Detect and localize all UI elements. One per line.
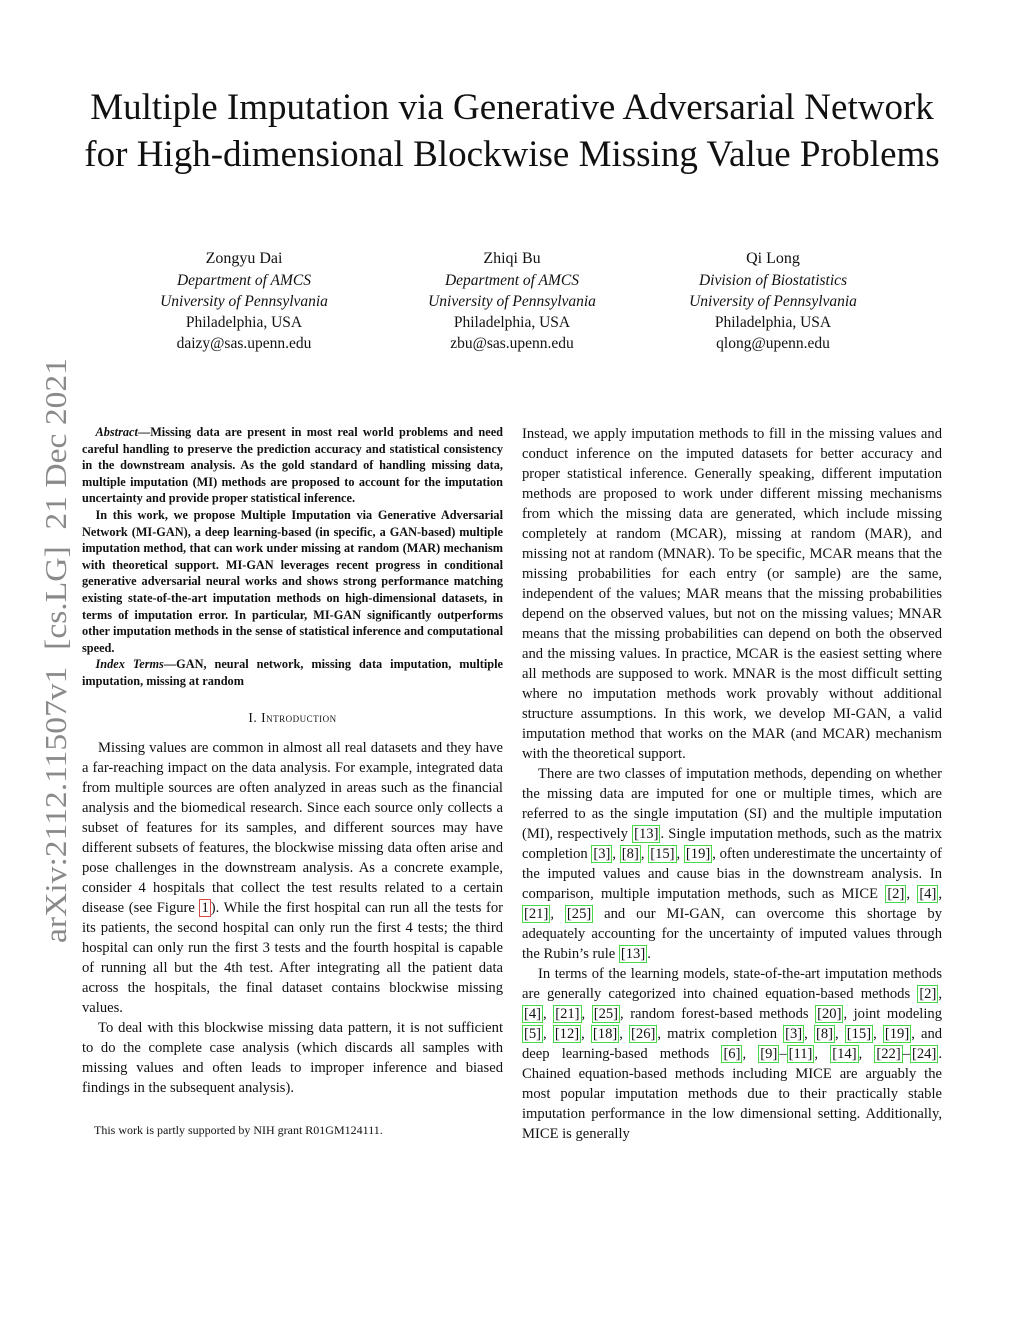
- intro-paragraph-1: [82, 738, 503, 1018]
- intro-paragraph-2: To deal with this blockwise missing data pattern, it is not sufficient to do the complete case analysis (which discards all samples with missing values and often leads to improper inference and biased findings in the subsequent analysis).: [82, 1019, 503, 1096]
- right-paragraph-1: Instead, we apply imputation methods to fill in the missing values and conduct inference on the imputed datasets for better accuracy and proper statistical inference. Generally speaking, different imputation methods are proposed to work under different missing mechanisms from which the missing data are generated, which include missing completely at random (MCAR), missing at random (MAR), and missing not at random (MNAR). To be specific, MCAR means that the missing probabilities for each entry (or sample) are the same, independent of the values; MAR means that the missing probabilities depend on the observed values, but not on the missing values; MNAR means that the missing probabilities can depend on both the observed and the missing values. In practice, MCAR is the easiest setting where all methods are supposed to work. MNAR is the most difficult setting where no imputation methods work provably without additional structure assumptions. In this work, we develop MI-GAN, a valid imputation method that works on the MAR (and MCAR) mechanism with the theoretical support.: [522, 426, 942, 762]
- index-terms-label: Index Terms: [95, 657, 164, 672]
- citation-link[interactable]: [11]: [788, 1046, 813, 1062]
- p2-text-2: . Single imputation methods, such as the matrix completion: [522, 826, 942, 862]
- citation-link[interactable]: [3]: [593, 846, 611, 862]
- citation-link[interactable]: [25]: [566, 906, 592, 922]
- abstract-p2: In this work, we propose Multiple Imputation via Generative Adversarial Network (MI-GAN), a deep learning-based (in specific, a GAN-based) multiple imputation method, that can work under missing at random (MAR) mechanism with theoretical support. MI-GAN leverages recent progress in conditional generative adversarial neural works and shows strong performance matching existing state-of-the-art imputation methods on high-dimensional datasets, in terms of imputation error. In particular, MI-GAN significantly outperforms other imputation methods in the sense of statistical inference and computational speed.: [82, 507, 503, 655]
- citation-link[interactable]: [5]: [524, 1026, 542, 1042]
- citation-link[interactable]: [9]: [760, 1046, 778, 1062]
- citation-link[interactable]: [24]: [912, 1046, 937, 1062]
- arxiv-stamp-text: arXiv:2112.11507v1 [cs.LG] 21 Dec 2021: [38, 402, 73, 943]
- footnote: This work is partly supported by NIH grant R01GM124111.: [94, 1122, 383, 1137]
- abstract-label: Abstract: [95, 425, 138, 439]
- citation-link[interactable]: [18]: [592, 1026, 618, 1042]
- author-2: [382, 248, 642, 354]
- intro-text-b: ). While the first hospital can run all the tests for its patients, the second hospital can only run the first 4 tests; the third hospital can only run the first 3 tests and the fourth hospital is capable of running all but the 4th test. After integrating all the patient data across the hospitals, the final dataset contains blockwise missing values.: [82, 899, 503, 1016]
- author-email: daizy@sas.upenn.edu: [176, 335, 312, 352]
- index-terms-text: —GAN, neural network, missing data imputation, multiple imputation, missing at random: [82, 657, 503, 688]
- p2-text-1: There are two classes of imputation methods, depending on whether the missing data are imputed for one or multiple times, which are referred to as the single imputation (SI) and the multiple imputation (MI), respectively: [522, 766, 942, 842]
- citation-link[interactable]: [2]: [919, 986, 937, 1002]
- citation-link[interactable]: [21]: [555, 1006, 580, 1022]
- author-city: Philadelphia, USA: [453, 314, 571, 331]
- author-dept: Division of Biostatistics: [698, 272, 848, 289]
- author-name: Qi Long: [746, 250, 800, 267]
- abstract-text-1: —Missing data are present in most real world problems and need careful handling to preserve the prediction accuracy and statistical consistency in the downstream analysis. As the gold standard of handling missing data, multiple imputation (MI) methods are proposed to account for the imputation uncertainty and provide proper statistical inference.: [82, 425, 503, 506]
- abstract: [82, 424, 503, 690]
- citation-link[interactable]: [3]: [785, 1026, 803, 1042]
- author-univ: University of Pennsylvania: [689, 293, 857, 310]
- citation-link[interactable]: [22]: [876, 1046, 901, 1062]
- p2-text-4: and our MI-GAN, can overcome this shortage by adequately accounting for the uncertainty of imputed values through the Rubin’s rule: [522, 906, 943, 962]
- section-title: Introduction: [261, 709, 337, 725]
- citation-link[interactable]: [26]: [631, 1026, 656, 1042]
- author-email: zbu@sas.upenn.edu: [450, 335, 574, 352]
- citation-link[interactable]: [6]: [723, 1046, 741, 1062]
- author-city: Philadelphia, USA: [185, 314, 303, 331]
- left-column: [82, 424, 503, 1138]
- right-paragraph-2: There are two classes of imputation methods, depending on whether the missing data are imputed for one or multiple times, which are referred to as the single imputation (SI) and the multiple imputation (MI), respectively [13] . Single imputation methods, such as the matrix completion [3] , [8] , [15] , [19] , often underestimate the uncertainty of the imputed values and cause bias in the downstream analysis. In comparison, multiple imputation methods, such as MICE [2] , [4] , [21] , [25] and our MI-GAN, can overcome this shortage by adequately accounting for the uncertainty of imputed values through the Rubin’s rule [13] .: [522, 766, 943, 962]
- p3-text-2: , random forest-based methods: [620, 1006, 816, 1022]
- p3-text-6: . Chained equation-based methods including MICE are arguably the most popular imputation methods due to their practically stable imputation performance in the low dimensional setting. Additionally, MICE is generally: [522, 1046, 942, 1142]
- author-univ: University of Pennsylvania: [428, 293, 596, 310]
- right-column: [522, 424, 942, 1144]
- citation-link[interactable]: [13]: [634, 826, 659, 842]
- section-heading: [82, 708, 503, 728]
- author-name: Zongyu Dai: [205, 250, 283, 267]
- citation-link[interactable]: [25]: [593, 1006, 619, 1022]
- citation-link[interactable]: [2]: [887, 886, 905, 902]
- paper-title: Multiple Imputation via Generative Adversarial Network for High-dimensional Blockwise Missing Value Problems: [84, 87, 940, 175]
- citation-link[interactable]: [12]: [554, 1026, 580, 1042]
- author-dept: Department of AMCS: [444, 272, 580, 289]
- p2-text-5: .: [647, 946, 651, 962]
- citation-link[interactable]: [15]: [650, 846, 675, 862]
- p3-text-3: , joint modeling: [843, 1006, 943, 1022]
- author-univ: University of Pennsylvania: [160, 293, 328, 310]
- author-email: qlong@upenn.edu: [716, 335, 830, 352]
- citation-link[interactable]: [15]: [846, 1026, 872, 1042]
- citation-link[interactable]: [8]: [815, 1026, 833, 1042]
- p3-text-4: , matrix completion: [657, 1026, 784, 1042]
- citation-link[interactable]: [20]: [817, 1006, 842, 1022]
- citation-link[interactable]: [8]: [621, 846, 639, 862]
- citation-link[interactable]: [4]: [919, 886, 937, 902]
- right-paragraph-3: In terms of the learning models, state-of-the-art imputation methods are generally categorized into chained equation-based methods [2] , [4] , [21] , [25] , random forest-based methods [20] , joint modeling [5] , [12] , [18] , [26] , matrix completion [3] , [8] , [15] , [19] , and deep learning-based methods [6] , [9] – [11] , [14] , [22] – [24] . Chained equation-based methods including MICE are arguably the most popular imputation methods due to their practically stable imputation performance in the low dimensional setting. Additionally, MICE is generally: [522, 966, 943, 1142]
- p2-text-3: , often underestimate the uncertainty of the imputed values and cause bias in the downstream analysis. In comparison, multiple imputation methods, such as MICE: [522, 846, 942, 902]
- author-1: [114, 248, 374, 354]
- citation-link[interactable]: [19]: [884, 1026, 910, 1042]
- figure-ref-link[interactable]: 1: [201, 899, 209, 916]
- author-city: Philadelphia, USA: [714, 314, 832, 331]
- author-name: Zhiqi Bu: [483, 250, 541, 267]
- section-number: I.: [248, 709, 258, 725]
- intro-text-a: Missing values are common in almost all real datasets and they have a far-reaching impact on the data analysis. For example, integrated data from multiple sources are often analyzed in areas such as the financial analysis and the biomedical research. Since each source only collects a subset of features for its samples, and different sources may have different subsets of features, the blockwise missing data often arise and pose challenges in the downstream analysis. As a concrete example, consider 4 hospitals that collect the test results related to a certain disease (see Figure: [82, 739, 503, 916]
- p3-text-1: In terms of the learning models, state-of-the-art imputation methods are generally categorized into chained equation-based methods: [522, 966, 942, 1002]
- index-terms: [82, 656, 503, 689]
- citation-link[interactable]: [14]: [832, 1046, 857, 1062]
- citation-link[interactable]: [4]: [524, 1006, 542, 1022]
- citation-link[interactable]: [13]: [620, 946, 646, 962]
- abstract-p1: [82, 424, 503, 507]
- arxiv-stamp: [30, 355, 78, 945]
- p3-text-5: , and deep learning-based methods: [522, 1026, 943, 1062]
- citation-link[interactable]: [21]: [524, 906, 549, 922]
- author-dept: Department of AMCS: [176, 272, 312, 289]
- author-3: [643, 248, 903, 354]
- citation-link[interactable]: [19]: [685, 846, 711, 862]
